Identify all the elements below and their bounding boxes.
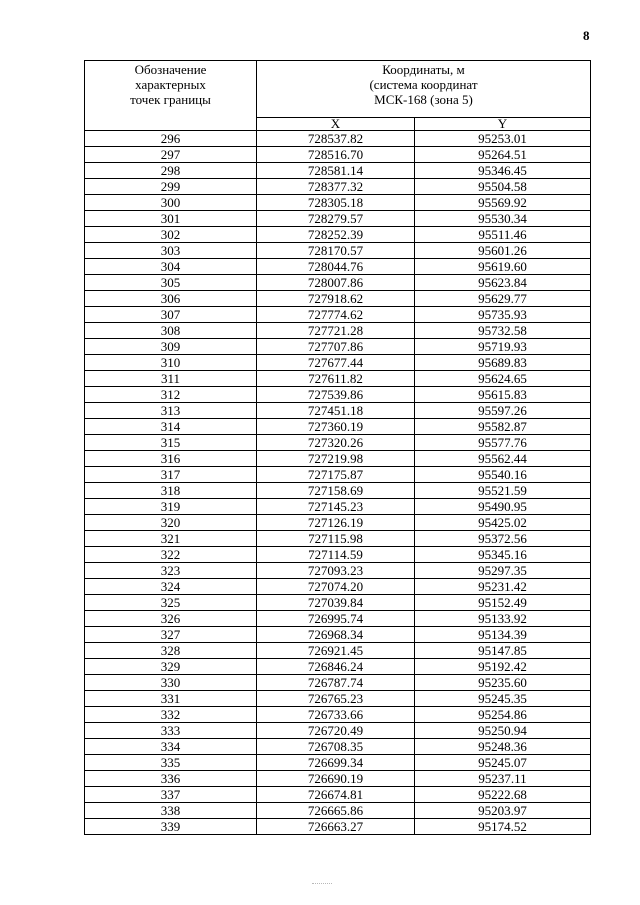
- x-coordinate-cell: 726968.34: [257, 627, 415, 643]
- y-coordinate-cell: 95253.01: [415, 131, 591, 147]
- table-row: [85, 787, 591, 803]
- y-coordinate-cell: 95530.34: [415, 211, 591, 227]
- x-coordinate-cell: 726699.34: [257, 755, 415, 771]
- table-row: [85, 803, 591, 819]
- table-row: [85, 435, 591, 451]
- x-coordinate-cell: 726921.45: [257, 643, 415, 659]
- y-coordinate-cell: 95250.94: [415, 723, 591, 739]
- x-coordinate-cell: 726665.86: [257, 803, 415, 819]
- point-number-cell: 300: [85, 195, 257, 211]
- table-row: [85, 323, 591, 339]
- y-coordinate-cell: 95174.52: [415, 819, 591, 835]
- x-coordinate-cell: 726733.66: [257, 707, 415, 723]
- coords-header-line: (система координат: [369, 77, 478, 92]
- table-row: [85, 755, 591, 771]
- x-coordinate-cell: 727707.86: [257, 339, 415, 355]
- table-row: [85, 451, 591, 467]
- point-header-line: Обозначение: [134, 62, 207, 77]
- table-row: [85, 595, 591, 611]
- table-row: [85, 467, 591, 483]
- page-number: 8: [583, 28, 590, 43]
- x-coordinate-cell: 726720.49: [257, 723, 415, 739]
- point-number-cell: 338: [85, 803, 257, 819]
- x-coordinate-cell: 728044.76: [257, 259, 415, 275]
- y-coordinate-cell: 95569.92: [415, 195, 591, 211]
- table-body: [85, 131, 591, 835]
- table-row: [85, 371, 591, 387]
- y-coordinate-cell: 95237.11: [415, 771, 591, 787]
- point-number-cell: 301: [85, 211, 257, 227]
- y-coordinate-cell: 95521.59: [415, 483, 591, 499]
- x-coordinate-cell: 727093.23: [257, 563, 415, 579]
- point-number-cell: 303: [85, 243, 257, 259]
- table-row: [85, 339, 591, 355]
- table-row: [85, 243, 591, 259]
- x-coordinate-cell: 727539.86: [257, 387, 415, 403]
- x-coordinate-cell: 726765.23: [257, 691, 415, 707]
- x-coordinate-cell: 727360.19: [257, 419, 415, 435]
- x-coordinate-cell: 727158.69: [257, 483, 415, 499]
- x-coordinate-cell: 728516.70: [257, 147, 415, 163]
- table-row: [85, 179, 591, 195]
- y-coordinate-cell: 95222.68: [415, 787, 591, 803]
- table-row: [85, 739, 591, 755]
- table-row: [85, 403, 591, 419]
- x-coordinate-cell: 727126.19: [257, 515, 415, 531]
- point-number-cell: 336: [85, 771, 257, 787]
- point-number-cell: 313: [85, 403, 257, 419]
- point-number-cell: 312: [85, 387, 257, 403]
- point-number-cell: 309: [85, 339, 257, 355]
- table-row: [85, 675, 591, 691]
- table-row: [85, 131, 591, 147]
- point-number-cell: 323: [85, 563, 257, 579]
- point-number-cell: 308: [85, 323, 257, 339]
- table-row: [85, 515, 591, 531]
- x-coordinate-cell: 727145.23: [257, 499, 415, 515]
- table-row: [85, 259, 591, 275]
- table-row: [85, 579, 591, 595]
- y-column-header: Y: [415, 118, 591, 131]
- point-number-cell: 333: [85, 723, 257, 739]
- point-designation-header: [85, 61, 257, 131]
- point-number-cell: 328: [85, 643, 257, 659]
- y-coordinate-cell: 95152.49: [415, 595, 591, 611]
- y-coordinate-cell: 95248.36: [415, 739, 591, 755]
- table-row: [85, 195, 591, 211]
- point-number-cell: 304: [85, 259, 257, 275]
- point-number-cell: 331: [85, 691, 257, 707]
- x-coordinate-cell: 727114.59: [257, 547, 415, 563]
- table-row: [85, 531, 591, 547]
- x-coordinate-cell: 728537.82: [257, 131, 415, 147]
- y-coordinate-cell: 95719.93: [415, 339, 591, 355]
- y-coordinate-cell: 95511.46: [415, 227, 591, 243]
- point-number-cell: 315: [85, 435, 257, 451]
- y-coordinate-cell: 95134.39: [415, 627, 591, 643]
- y-coordinate-cell: 95297.35: [415, 563, 591, 579]
- point-number-cell: 326: [85, 611, 257, 627]
- point-number-cell: 314: [85, 419, 257, 435]
- y-coordinate-cell: 95689.83: [415, 355, 591, 371]
- point-number-cell: 299: [85, 179, 257, 195]
- x-coordinate-cell: 727175.87: [257, 467, 415, 483]
- x-coordinate-cell: 726708.35: [257, 739, 415, 755]
- point-number-cell: 339: [85, 819, 257, 835]
- x-coordinate-cell: 726787.74: [257, 675, 415, 691]
- y-coordinate-cell: 95133.92: [415, 611, 591, 627]
- point-number-cell: 324: [85, 579, 257, 595]
- point-number-cell: 325: [85, 595, 257, 611]
- point-number-cell: 316: [85, 451, 257, 467]
- y-coordinate-cell: 95540.16: [415, 467, 591, 483]
- x-coordinate-cell: 726663.27: [257, 819, 415, 835]
- x-coordinate-cell: 728252.39: [257, 227, 415, 243]
- point-number-cell: 318: [85, 483, 257, 499]
- x-coordinate-cell: 727918.62: [257, 291, 415, 307]
- table-header-row: [85, 61, 591, 118]
- y-coordinate-cell: 95245.07: [415, 755, 591, 771]
- x-coordinate-cell: 727074.20: [257, 579, 415, 595]
- y-coordinate-cell: 95629.77: [415, 291, 591, 307]
- point-number-cell: 329: [85, 659, 257, 675]
- point-number-cell: 319: [85, 499, 257, 515]
- coordinates-header: [257, 61, 591, 118]
- table-row: [85, 819, 591, 835]
- x-coordinate-cell: 727115.98: [257, 531, 415, 547]
- x-coordinate-cell: 726846.24: [257, 659, 415, 675]
- coords-header-line: Координаты, м: [382, 62, 465, 77]
- x-coordinate-cell: 728279.57: [257, 211, 415, 227]
- y-coordinate-cell: 95504.58: [415, 179, 591, 195]
- table-row: [85, 387, 591, 403]
- x-coordinate-cell: 728170.57: [257, 243, 415, 259]
- y-coordinate-cell: 95235.60: [415, 675, 591, 691]
- point-number-cell: 297: [85, 147, 257, 163]
- point-number-cell: 321: [85, 531, 257, 547]
- x-coordinate-cell: 727611.82: [257, 371, 415, 387]
- table-row: [85, 307, 591, 323]
- y-coordinate-cell: 95623.84: [415, 275, 591, 291]
- y-coordinate-cell: 95490.95: [415, 499, 591, 515]
- coords-header-line: МСК-168 (зона 5): [374, 92, 473, 107]
- table-row: [85, 147, 591, 163]
- x-coordinate-cell: 728305.18: [257, 195, 415, 211]
- x-coordinate-cell: 727721.28: [257, 323, 415, 339]
- y-coordinate-cell: 95231.42: [415, 579, 591, 595]
- point-number-cell: 311: [85, 371, 257, 387]
- table-row: [85, 275, 591, 291]
- table-row: [85, 483, 591, 499]
- point-number-cell: 332: [85, 707, 257, 723]
- table-row: [85, 291, 591, 307]
- x-coordinate-cell: 727677.44: [257, 355, 415, 371]
- x-coordinate-cell: 726690.19: [257, 771, 415, 787]
- y-coordinate-cell: 95562.44: [415, 451, 591, 467]
- x-coordinate-cell: 728007.86: [257, 275, 415, 291]
- table-row: [85, 611, 591, 627]
- y-coordinate-cell: 95624.65: [415, 371, 591, 387]
- y-coordinate-cell: 95264.51: [415, 147, 591, 163]
- y-coordinate-cell: 95192.42: [415, 659, 591, 675]
- y-coordinate-cell: 95425.02: [415, 515, 591, 531]
- y-coordinate-cell: 95619.60: [415, 259, 591, 275]
- y-coordinate-cell: 95615.83: [415, 387, 591, 403]
- table-row: [85, 163, 591, 179]
- y-coordinate-cell: 95346.45: [415, 163, 591, 179]
- scan-artifact: [312, 883, 332, 886]
- table-row: [85, 499, 591, 515]
- point-number-cell: 306: [85, 291, 257, 307]
- table-row: [85, 707, 591, 723]
- point-number-cell: 302: [85, 227, 257, 243]
- point-number-cell: 327: [85, 627, 257, 643]
- y-coordinate-cell: 95735.93: [415, 307, 591, 323]
- point-number-cell: 298: [85, 163, 257, 179]
- table-row: [85, 643, 591, 659]
- point-number-cell: 334: [85, 739, 257, 755]
- point-number-cell: 307: [85, 307, 257, 323]
- table-row: [85, 627, 591, 643]
- y-coordinate-cell: 95345.16: [415, 547, 591, 563]
- table-row: [85, 547, 591, 563]
- point-number-cell: 310: [85, 355, 257, 371]
- point-header-line: характерных: [135, 77, 206, 92]
- point-number-cell: 320: [85, 515, 257, 531]
- x-column-header: X: [257, 118, 415, 131]
- point-number-cell: 296: [85, 131, 257, 147]
- table-row: [85, 227, 591, 243]
- x-coordinate-cell: 726674.81: [257, 787, 415, 803]
- y-coordinate-cell: 95601.26: [415, 243, 591, 259]
- x-coordinate-cell: 728581.14: [257, 163, 415, 179]
- y-coordinate-cell: 95582.87: [415, 419, 591, 435]
- x-coordinate-cell: 727219.98: [257, 451, 415, 467]
- table-row: [85, 723, 591, 739]
- point-number-cell: 337: [85, 787, 257, 803]
- point-number-cell: 335: [85, 755, 257, 771]
- point-number-cell: 317: [85, 467, 257, 483]
- x-coordinate-cell: 727039.84: [257, 595, 415, 611]
- y-coordinate-cell: 95597.26: [415, 403, 591, 419]
- x-coordinate-cell: 727451.18: [257, 403, 415, 419]
- y-coordinate-cell: 95203.97: [415, 803, 591, 819]
- x-coordinate-cell: 728377.32: [257, 179, 415, 195]
- coordinates-table: [84, 60, 591, 835]
- point-header-line: точек границы: [130, 92, 211, 107]
- y-coordinate-cell: 95732.58: [415, 323, 591, 339]
- x-coordinate-cell: 727320.26: [257, 435, 415, 451]
- y-coordinate-cell: 95254.86: [415, 707, 591, 723]
- y-coordinate-cell: 95147.85: [415, 643, 591, 659]
- table-row: [85, 419, 591, 435]
- table-row: [85, 355, 591, 371]
- y-coordinate-cell: 95245.35: [415, 691, 591, 707]
- table-row: [85, 211, 591, 227]
- y-coordinate-cell: 95372.56: [415, 531, 591, 547]
- x-coordinate-cell: 727774.62: [257, 307, 415, 323]
- table-row: [85, 691, 591, 707]
- point-number-cell: 322: [85, 547, 257, 563]
- table-row: [85, 563, 591, 579]
- table-row: [85, 659, 591, 675]
- x-coordinate-cell: 726995.74: [257, 611, 415, 627]
- point-number-cell: 305: [85, 275, 257, 291]
- y-coordinate-cell: 95577.76: [415, 435, 591, 451]
- point-number-cell: 330: [85, 675, 257, 691]
- table-row: [85, 771, 591, 787]
